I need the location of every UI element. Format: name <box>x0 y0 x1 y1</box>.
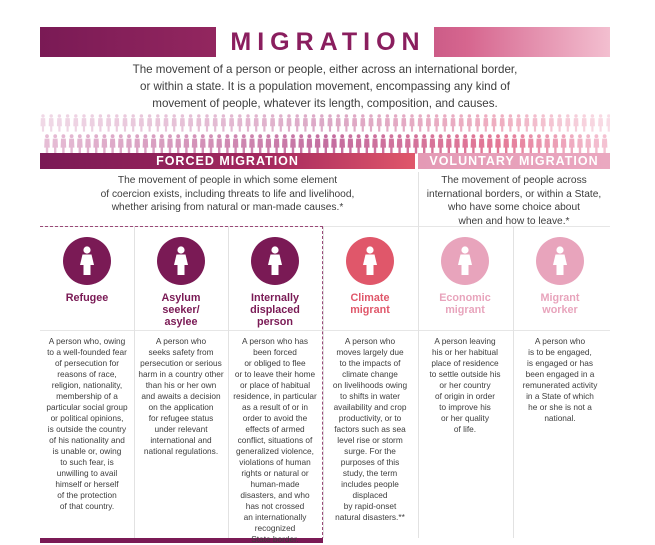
person-silhouette-icon <box>557 114 562 131</box>
person-silhouette-icon <box>278 114 283 131</box>
person-silhouette-icon <box>286 114 291 131</box>
person-silhouette-icon <box>163 114 168 131</box>
person-silhouette-icon <box>380 134 386 153</box>
definition-line: to shifts in water <box>340 391 400 401</box>
definition-line: order to avoid the <box>242 413 308 423</box>
category-definition <box>43 336 131 512</box>
category-label-line: migrant <box>445 304 485 316</box>
definition-line: an internationally <box>243 512 307 522</box>
person-silhouette-icon <box>81 114 86 131</box>
person-silhouette-icon <box>172 114 177 131</box>
person-silhouette-icon <box>569 134 575 153</box>
person-silhouette-icon <box>225 134 231 153</box>
person-silhouette-icon <box>467 114 472 131</box>
person-silhouette-icon <box>229 114 234 131</box>
definition-line: conflict, situations of <box>237 435 313 445</box>
definition-line: persecution or serious <box>140 358 222 368</box>
definition-line: includes people <box>341 479 399 489</box>
person-silhouette-icon <box>126 134 132 153</box>
person-silhouette-icon <box>274 134 280 153</box>
crowd-people-icons <box>40 112 610 156</box>
person-silhouette-icon <box>368 114 373 131</box>
person-silhouette-icon <box>282 134 288 153</box>
person-silhouette-icon <box>303 114 308 131</box>
person-silhouette-icon <box>295 114 300 131</box>
definition-line: is engaged or has <box>527 358 593 368</box>
definition-line: availability and crop <box>333 402 407 412</box>
definition-line: factors such as sea <box>334 424 406 434</box>
definition-line: level rise or storm <box>337 435 403 445</box>
person-silhouette-icon <box>134 134 140 153</box>
person-silhouette-icon <box>520 134 526 153</box>
category-label-line: Refugee <box>65 292 109 304</box>
person-silhouette-icon <box>585 134 591 153</box>
description-line: when and how to leave.* <box>458 215 570 227</box>
person-silhouette-icon <box>147 114 152 131</box>
person-silhouette-icon <box>196 114 201 131</box>
person-silhouette-icon <box>401 114 406 131</box>
definition-line: purposes of this <box>340 457 400 467</box>
person-silhouette-icon <box>192 134 198 153</box>
definition-line: and awaits a decision <box>141 391 221 401</box>
category-label-line: seeker/ <box>162 304 200 316</box>
category-label <box>134 292 228 328</box>
category-label <box>513 292 607 316</box>
person-silhouette-icon <box>65 114 70 131</box>
definition-line: effects of armed <box>245 424 305 434</box>
title-bar <box>40 27 610 57</box>
category-definition <box>421 336 509 435</box>
person-silhouette-icon <box>151 134 157 153</box>
person-silhouette-icon <box>122 114 127 131</box>
person-silhouette-icon <box>549 114 554 131</box>
definition-line: A person who <box>344 336 396 346</box>
category-label-line: Asylum <box>161 292 201 304</box>
definition-line: A person leaving <box>434 336 496 346</box>
person-silhouette-icon <box>167 134 173 153</box>
definition-line: of origin in order <box>435 391 495 401</box>
definition-line: by rapid-onset <box>343 501 397 511</box>
person-silhouette-icon <box>44 134 50 153</box>
person-silhouette-icon <box>590 114 595 131</box>
person-silhouette-icon <box>327 114 332 131</box>
person-silhouette-icon <box>257 134 263 153</box>
description-line: The movement of people across <box>441 175 587 186</box>
person-silhouette-icon <box>237 114 242 131</box>
person-silhouette-icon <box>409 114 414 131</box>
category-column <box>323 229 417 522</box>
person-silhouette-icon <box>213 114 218 131</box>
category-label <box>418 292 512 316</box>
definition-line: seeks safety from <box>148 347 214 357</box>
person-silhouette-icon <box>360 114 365 131</box>
forced-migration-heading: FORCED MIGRATION <box>40 153 415 169</box>
category-label <box>323 292 417 316</box>
person-silhouette-icon <box>491 114 496 131</box>
person-silhouette-icon <box>512 134 518 153</box>
section-divider <box>418 172 419 227</box>
person-silhouette-icon <box>221 114 226 131</box>
definition-line: or her quality <box>441 413 489 423</box>
person-silhouette-icon <box>426 114 431 131</box>
person-silhouette-icon <box>438 134 444 153</box>
definition-line: place of residence <box>431 358 499 368</box>
person-silhouette-icon <box>483 114 488 131</box>
person-silhouette-icon <box>85 134 91 153</box>
category-label-line: worker <box>542 304 578 316</box>
person-icon <box>551 246 569 276</box>
person-silhouette-icon <box>389 134 395 153</box>
person-silhouette-icon <box>454 134 460 153</box>
definition-line: study, the term <box>342 468 398 478</box>
person-silhouette-icon <box>143 134 149 153</box>
person-silhouette-icon <box>405 134 411 153</box>
definition-line: on livelihoods owing <box>332 380 408 390</box>
definition-line: or place of habitual <box>239 380 311 390</box>
person-silhouette-icon <box>336 114 341 131</box>
person-silhouette-icon <box>430 134 436 153</box>
person-silhouette-icon <box>184 134 190 153</box>
category-column <box>40 229 134 511</box>
person-silhouette-icon <box>319 114 324 131</box>
person-silhouette-icon <box>532 114 537 131</box>
definition-line: for refugee status <box>148 413 214 423</box>
person-silhouette-icon <box>577 134 583 153</box>
definition-line: of persecution for <box>54 358 120 368</box>
definition-line: displaced <box>352 490 388 500</box>
person-silhouette-icon <box>175 134 181 153</box>
person-silhouette-icon <box>131 114 136 131</box>
category-badge <box>441 237 489 285</box>
definition-line: membership of a <box>56 391 118 401</box>
definition-line: moves largely due <box>336 347 404 357</box>
person-silhouette-icon <box>180 114 185 131</box>
definition-line: than his or her own <box>145 380 217 390</box>
definition-line: is to be engaged, <box>528 347 592 357</box>
person-silhouette-icon <box>393 114 398 131</box>
person-silhouette-icon <box>500 114 505 131</box>
definition-line: of life. <box>453 424 477 434</box>
category-label-line: asylee <box>164 316 198 328</box>
definition-line: to a well-founded fear <box>47 347 127 357</box>
person-silhouette-icon <box>413 134 419 153</box>
person-icon <box>172 246 190 276</box>
definition-line: been forced <box>253 347 297 357</box>
person-silhouette-icon <box>442 114 447 131</box>
person-icon <box>78 246 96 276</box>
person-silhouette-icon <box>245 114 250 131</box>
person-silhouette-icon <box>69 134 75 153</box>
person-silhouette-icon <box>348 134 354 153</box>
person-silhouette-icon <box>528 134 534 153</box>
person-silhouette-icon <box>254 114 259 131</box>
person-silhouette-icon <box>249 134 255 153</box>
category-definition <box>231 336 319 545</box>
person-silhouette-icon <box>459 114 464 131</box>
person-silhouette-icon <box>446 134 452 153</box>
person-silhouette-icon <box>57 114 62 131</box>
person-silhouette-icon <box>339 134 345 153</box>
category-label-line: Internally <box>250 292 299 304</box>
person-silhouette-icon <box>524 114 529 131</box>
person-silhouette-icon <box>323 134 329 153</box>
person-silhouette-icon <box>331 134 337 153</box>
definition-line: or her country <box>439 380 491 390</box>
person-icon <box>266 246 284 276</box>
person-silhouette-icon <box>582 114 587 131</box>
definition-line: A person who <box>534 336 586 346</box>
definition-line: in a State of which <box>526 391 594 401</box>
definition-line: under relevant <box>154 424 208 434</box>
person-silhouette-icon <box>602 134 608 153</box>
person-silhouette-icon <box>270 114 275 131</box>
person-silhouette-icon <box>536 134 542 153</box>
person-silhouette-icon <box>216 134 222 153</box>
intro-definition <box>40 61 610 112</box>
person-silhouette-icon <box>49 114 54 131</box>
definition-line: generalized violence, <box>236 446 314 456</box>
category-label-line: migrant <box>350 304 390 316</box>
person-silhouette-icon <box>208 134 214 153</box>
category-badge <box>536 237 584 285</box>
definition-line: reasons of race, <box>57 369 117 379</box>
person-silhouette-icon <box>52 134 58 153</box>
category-column <box>513 229 607 423</box>
person-icon <box>456 246 474 276</box>
definition-line: religion, nationality, <box>51 380 123 390</box>
category-label <box>40 292 134 304</box>
person-silhouette-icon <box>311 114 316 131</box>
person-silhouette-icon <box>241 134 247 153</box>
definition-line: or to leave their home <box>234 369 316 379</box>
person-silhouette-icon <box>98 114 103 131</box>
person-silhouette-icon <box>61 134 67 153</box>
definition-line: on the application <box>148 402 214 412</box>
category-column <box>134 229 228 456</box>
definition-line: State border. <box>251 534 299 544</box>
definition-line: he or she is not a <box>528 402 592 412</box>
person-silhouette-icon <box>561 134 567 153</box>
definition-line: climate change <box>342 369 398 379</box>
person-silhouette-icon <box>385 114 390 131</box>
page-title: MIGRATION <box>216 27 433 57</box>
definition-line: violations of human <box>239 457 311 467</box>
category-badge <box>157 237 205 285</box>
forced-migration-description <box>40 174 415 215</box>
definition-line: natural disasters.** <box>335 512 405 522</box>
definition-line: to such fear, is <box>60 457 114 467</box>
definition-line: or obliged to flee <box>244 358 306 368</box>
definition-line: as a result of or in <box>242 402 308 412</box>
person-silhouette-icon <box>114 114 119 131</box>
definition-line: harm in a country other <box>138 369 224 379</box>
person-silhouette-icon <box>233 134 239 153</box>
person-silhouette-icon <box>73 114 78 131</box>
category-label-line: displaced <box>250 304 300 316</box>
person-silhouette-icon <box>110 134 116 153</box>
category-column <box>228 229 322 544</box>
person-silhouette-icon <box>352 114 357 131</box>
definition-line: of his nationality and <box>49 435 125 445</box>
crowd-illustration <box>40 112 610 156</box>
category-badge <box>251 237 299 285</box>
definition-line: unwilling to avail <box>56 468 118 478</box>
person-silhouette-icon <box>397 134 403 153</box>
person-silhouette-icon <box>421 134 427 153</box>
person-silhouette-icon <box>606 114 610 131</box>
definition-line: human-made <box>250 479 300 489</box>
definition-line: disasters, and who <box>240 490 310 500</box>
definition-line: A person who <box>155 336 207 346</box>
person-silhouette-icon <box>479 134 485 153</box>
definition-line: to settle outside his <box>429 369 501 379</box>
person-silhouette-icon <box>102 134 108 153</box>
person-silhouette-icon <box>508 114 513 131</box>
definition-line: national regulations. <box>143 446 219 456</box>
definition-line: surge. For the <box>344 446 396 456</box>
definition-line: remunerated activity <box>522 380 598 390</box>
category-label <box>228 292 322 328</box>
category-label-line: person <box>257 316 293 328</box>
description-line: who have some choice about <box>448 202 580 213</box>
intro-line: or within a state. It is a population movement, encompassing any kind of <box>140 80 510 93</box>
definition-line: has not crossed <box>245 501 305 511</box>
definition-line: to improve his <box>439 402 491 412</box>
person-silhouette-icon <box>598 114 603 131</box>
person-silhouette-icon <box>495 134 501 153</box>
person-silhouette-icon <box>315 134 321 153</box>
person-silhouette-icon <box>139 114 144 131</box>
person-silhouette-icon <box>298 134 304 153</box>
person-silhouette-icon <box>90 114 95 131</box>
person-silhouette-icon <box>364 134 370 153</box>
person-silhouette-icon <box>594 134 600 153</box>
category-column <box>418 229 512 434</box>
definition-line: residence, in particular <box>233 391 317 401</box>
definition-line: international and <box>150 435 212 445</box>
definition-line: of that country. <box>59 501 115 511</box>
person-silhouette-icon <box>503 134 509 153</box>
person-silhouette-icon <box>344 114 349 131</box>
intro-line: The movement of a person or people, either across an international border, <box>132 63 518 76</box>
definition-line: particular social group <box>46 402 128 412</box>
voluntary-migration-description <box>418 174 610 228</box>
definition-line: A person who, owing <box>48 336 126 346</box>
person-silhouette-icon <box>418 114 423 131</box>
definition-line: rights or natural or <box>241 468 309 478</box>
category-definition <box>137 336 225 457</box>
category-definition <box>326 336 414 523</box>
person-silhouette-icon <box>118 134 124 153</box>
person-silhouette-icon <box>266 134 272 153</box>
person-silhouette-icon <box>565 114 570 131</box>
person-silhouette-icon <box>77 134 83 153</box>
definition-line: is outside the country <box>47 424 127 434</box>
person-silhouette-icon <box>155 114 160 131</box>
person-silhouette-icon <box>188 114 193 131</box>
person-silhouette-icon <box>475 114 480 131</box>
voluntary-migration-heading: VOLUNTARY MIGRATION <box>418 153 610 169</box>
person-silhouette-icon <box>200 134 206 153</box>
description-line: of coercion exists, including threats to life and livelihood, <box>100 188 355 200</box>
intro-line: movement of people, whatever its length, composition, and causes. <box>152 97 498 110</box>
description-line: whether arising from natural or man-made causes.* <box>111 202 344 213</box>
person-silhouette-icon <box>262 114 267 131</box>
definition-line: recognized <box>254 523 296 533</box>
definition-line: to the impacts of <box>339 358 401 368</box>
person-silhouette-icon <box>541 114 546 131</box>
category-badge <box>346 237 394 285</box>
person-silhouette-icon <box>516 114 521 131</box>
person-silhouette-icon <box>450 114 455 131</box>
category-label-line: Climate <box>350 292 390 304</box>
category-label-line: Economic <box>439 292 491 304</box>
person-silhouette-icon <box>573 114 578 131</box>
definition-line: A person who has <box>242 336 308 346</box>
person-silhouette-icon <box>356 134 362 153</box>
definition-line: of the protection <box>57 490 117 500</box>
definition-line: or political opinions, <box>50 413 124 423</box>
person-silhouette-icon <box>372 134 378 153</box>
definition-line: his or her habitual <box>432 347 498 357</box>
definition-line: national. <box>544 413 576 423</box>
description-line: The movement of people in which some element <box>117 175 338 186</box>
definition-line: productivity, or to <box>338 413 402 423</box>
category-definition <box>516 336 604 424</box>
person-silhouette-icon <box>487 134 493 153</box>
person-silhouette-icon <box>462 134 468 153</box>
definition-line: himself or herself <box>55 479 119 489</box>
person-silhouette-icon <box>377 114 382 131</box>
person-silhouette-icon <box>106 114 111 131</box>
person-silhouette-icon <box>544 134 550 153</box>
person-icon <box>361 246 379 276</box>
description-line: international borders, or within a State, <box>426 188 602 200</box>
definition-line: been engaged in a <box>525 369 595 379</box>
person-silhouette-icon <box>307 134 313 153</box>
category-label-line: Migrant <box>540 292 580 304</box>
category-badge <box>63 237 111 285</box>
person-silhouette-icon <box>290 134 296 153</box>
person-silhouette-icon <box>93 134 99 153</box>
person-silhouette-icon <box>159 134 165 153</box>
person-silhouette-icon <box>553 134 559 153</box>
definition-line: is unable or, owing <box>52 446 122 456</box>
person-silhouette-icon <box>471 134 477 153</box>
person-silhouette-icon <box>204 114 209 131</box>
person-silhouette-icon <box>434 114 439 131</box>
person-silhouette-icon <box>40 114 45 131</box>
